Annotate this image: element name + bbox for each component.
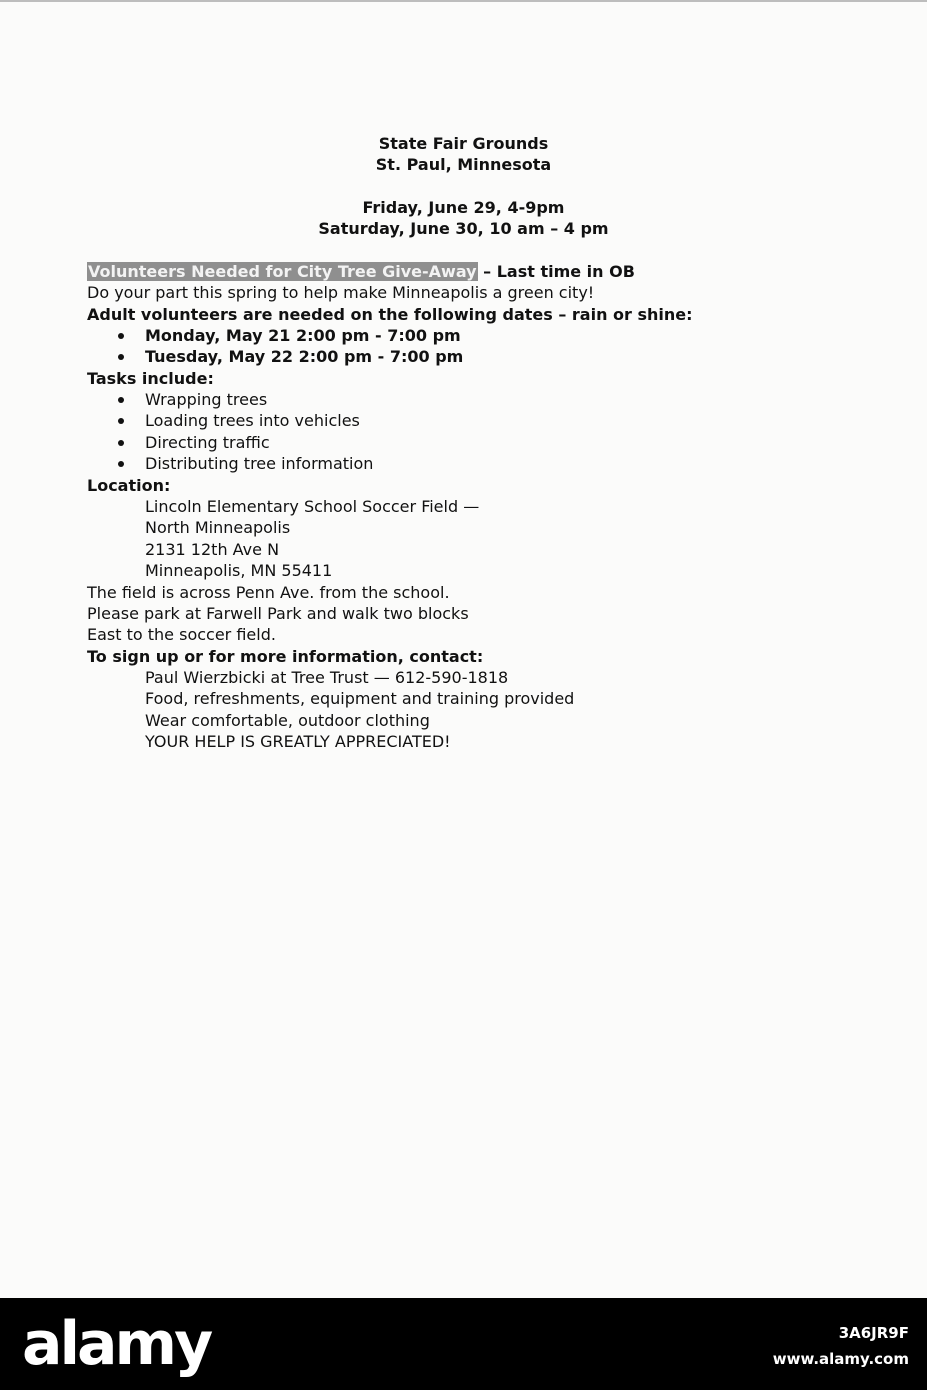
date-item: Monday, May 21 2:00 pm - 7:00 pm xyxy=(145,326,461,345)
bullet-icon xyxy=(118,440,124,446)
contact-line: Paul Wierzbicki at Tree Trust — 612-590-1818 xyxy=(145,668,509,687)
bullet-icon xyxy=(118,354,124,360)
alamy-logo: alamy xyxy=(22,1309,211,1379)
tasks-heading: Tasks include: xyxy=(87,369,214,388)
bullet-icon xyxy=(118,333,124,339)
date-item: Tuesday, May 22 2:00 pm - 7:00 pm xyxy=(145,347,464,366)
venue-city: St. Paul, Minnesota xyxy=(375,155,552,174)
watermark-footer xyxy=(0,1298,927,1390)
bullet-icon xyxy=(118,461,124,467)
task-item: Loading trees into vehicles xyxy=(145,411,360,430)
location-line: 2131 12th Ave N xyxy=(145,540,280,559)
heading-suffix: – Last time in OB xyxy=(477,262,635,281)
venue-title: State Fair Grounds xyxy=(378,134,549,153)
task-item: Wrapping trees xyxy=(145,390,268,409)
contact-heading: To sign up or for more information, contact: xyxy=(87,647,484,666)
event-date-1: Friday, June 29, 4-9pm xyxy=(362,198,565,217)
announcement-heading xyxy=(87,261,635,282)
event-date-2: Saturday, June 30, 10 am – 4 pm xyxy=(318,219,609,238)
location-heading: Location: xyxy=(87,476,171,495)
directions-line: Please park at Farwell Park and walk two blocks xyxy=(87,604,469,623)
bullet-icon xyxy=(118,418,124,424)
directions-line: East to the soccer field. xyxy=(87,625,276,644)
contact-line: YOUR HELP IS GREATLY APPRECIATED! xyxy=(145,732,451,751)
location-line: North Minneapolis xyxy=(145,518,291,537)
task-item: Directing traffic xyxy=(145,433,270,452)
contact-line: Wear comfortable, outdoor clothing xyxy=(145,711,430,730)
bullet-icon xyxy=(118,397,124,403)
directions-line: The field is across Penn Ave. from the school. xyxy=(87,583,450,602)
location-line: Lincoln Elementary School Soccer Field — xyxy=(145,497,480,516)
highlighted-heading: Volunteers Needed for City Tree Give-Away xyxy=(88,262,477,281)
image-id: 3A6JR9F xyxy=(838,1324,909,1342)
location-line: Minneapolis, MN 55411 xyxy=(145,561,333,580)
top-edge xyxy=(0,0,927,2)
dates-heading: Adult volunteers are needed on the following dates – rain or shine: xyxy=(87,305,693,324)
contact-line: Food, refreshments, equipment and training provided xyxy=(145,689,575,708)
task-item: Distributing tree information xyxy=(145,454,374,473)
intro-text: Do your part this spring to help make Minneapolis a green city! xyxy=(87,283,595,302)
site-url: www.alamy.com xyxy=(772,1350,909,1368)
